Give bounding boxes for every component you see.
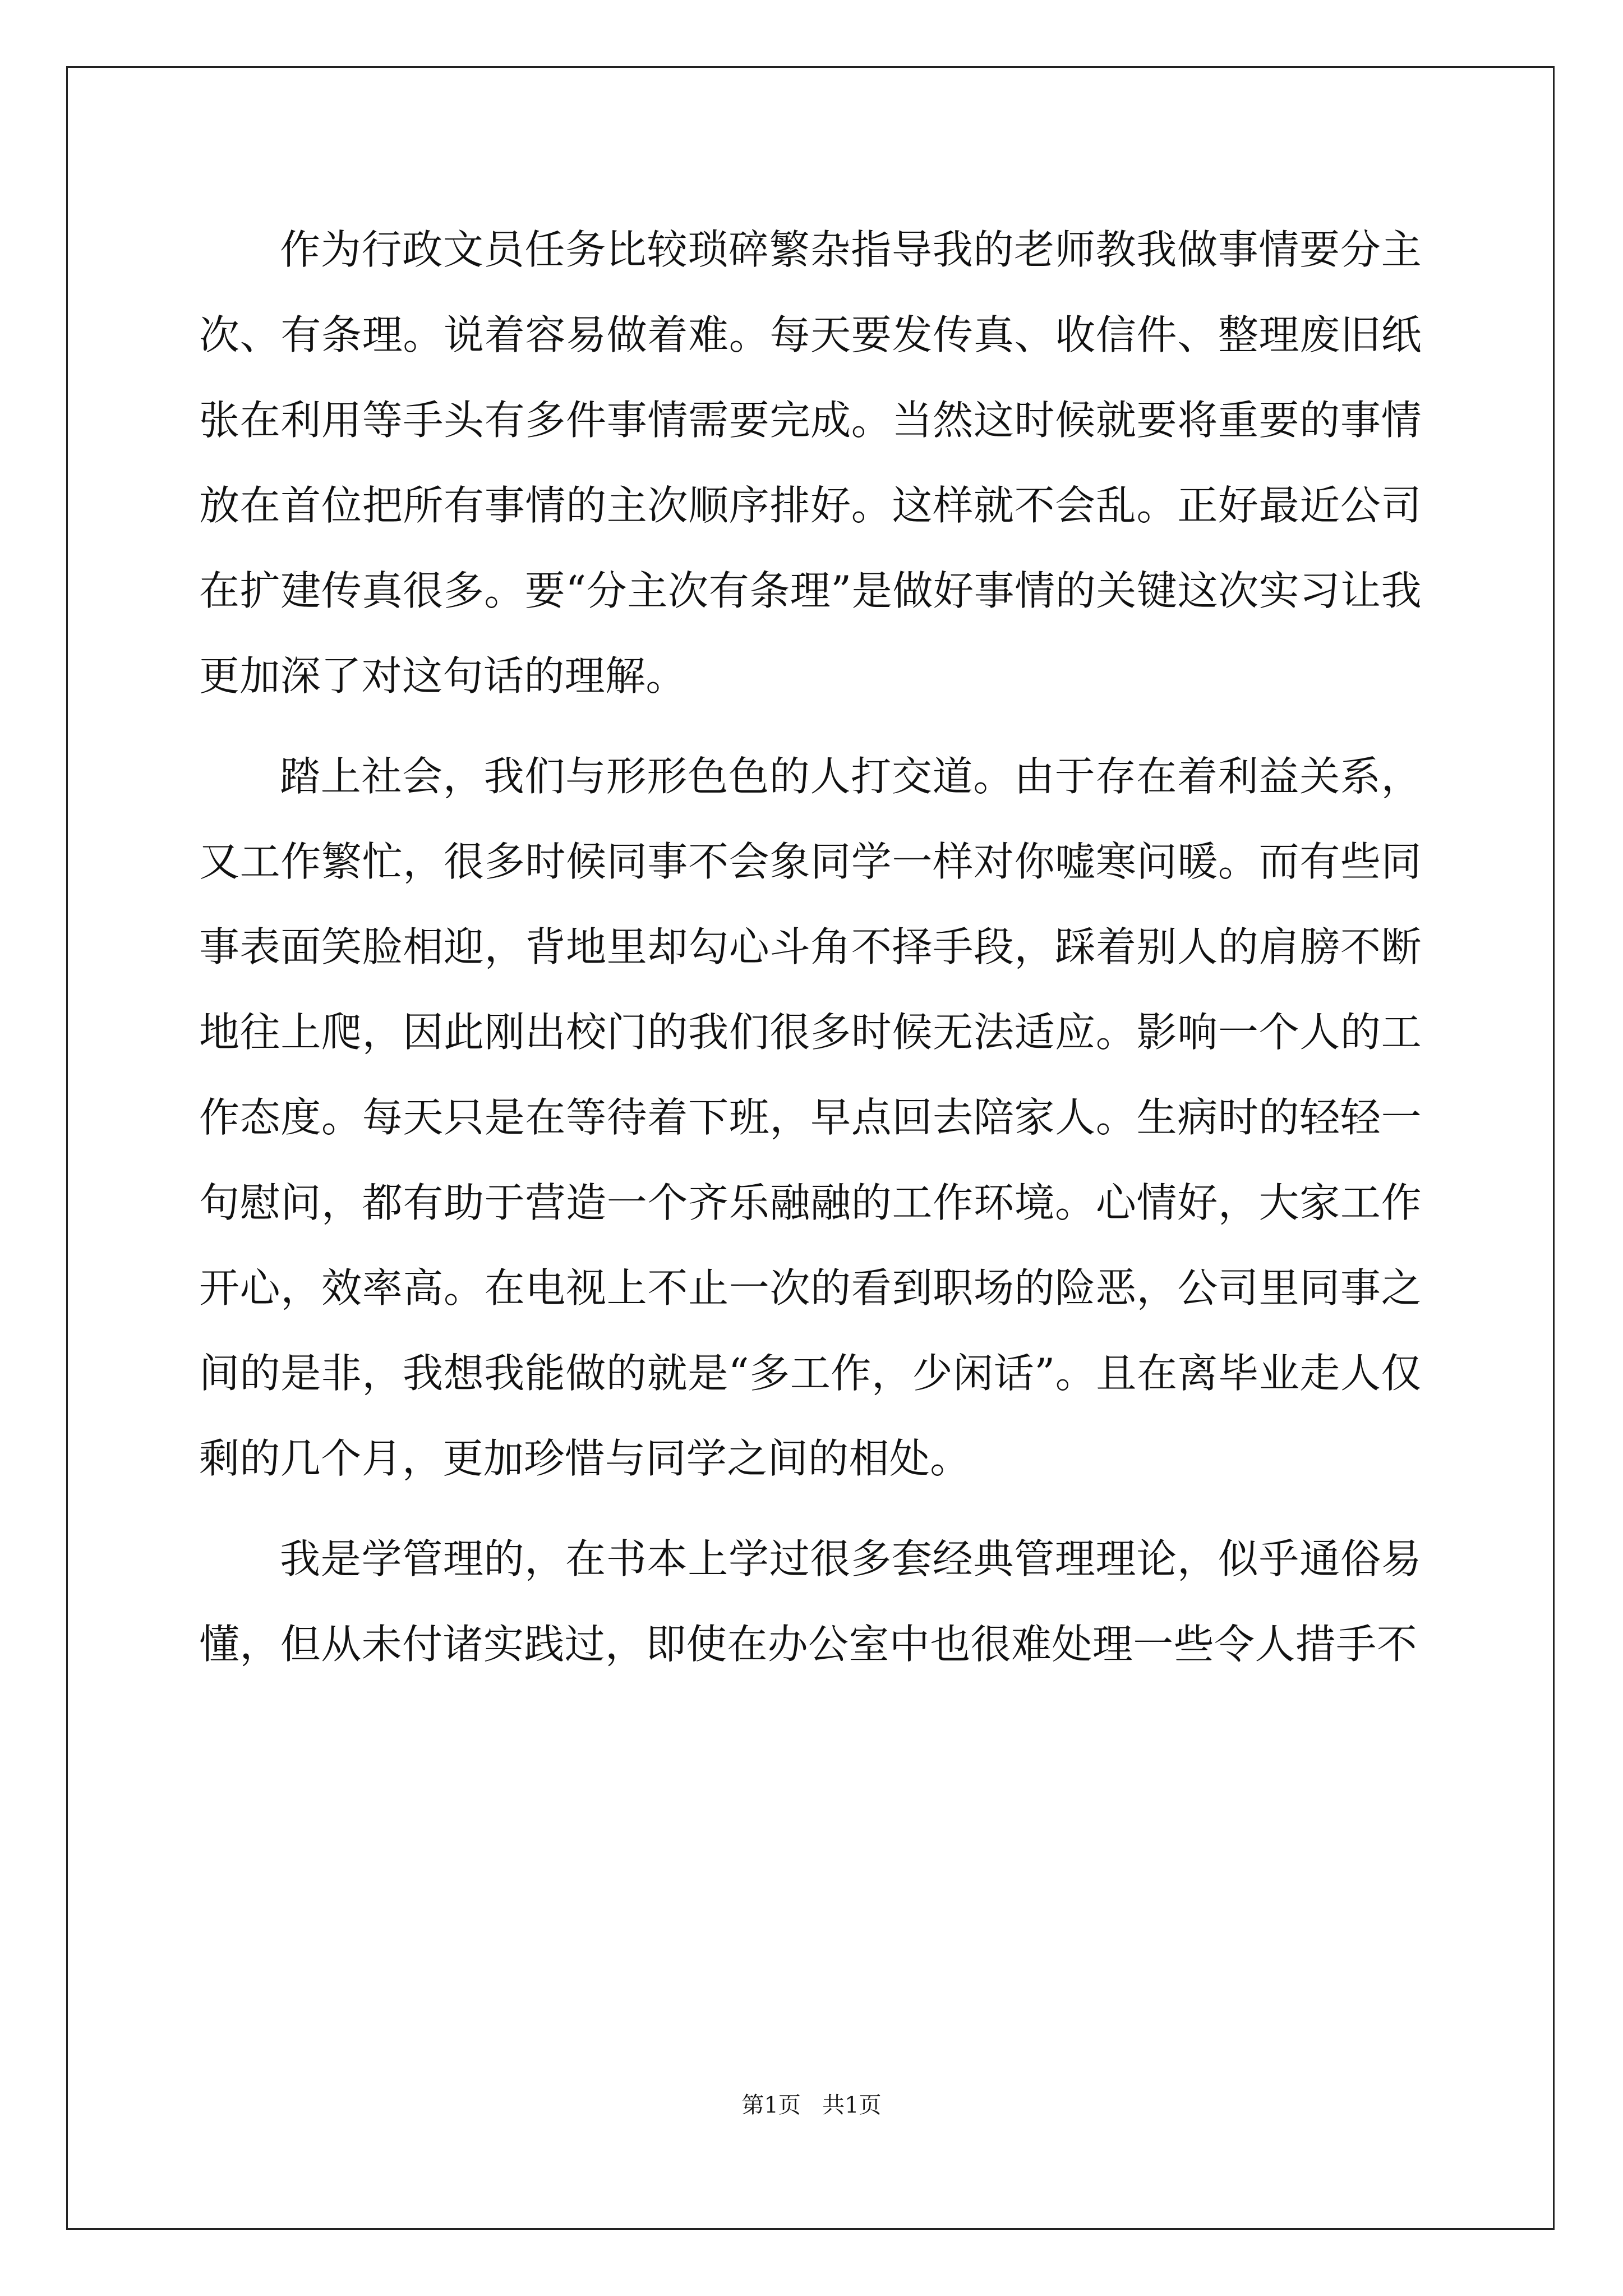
paragraph: 踏上社会，我们与形形色色的人打交道。由于存在着利益关系，又工作繁忙，很多时候同事不会象同学一样对你嘘寒问暖。而有些同事表面笑脸相迎，背地里却勾心斗角不择手段，踩着别人的肩膀不断地往上爬，因此刚出校门的我们很多时候无法适应。影响一个人的工作态度。每天只是在等待着下班，早点回去陪家人。生病时的轻轻一句慰问，都有助于营造一个齐乐融融的工作环境。心情好，大家工作开心，效率高。在电视上不止一次的看到职场的险恶，公司里同事之间的是非，我想我能做的就是“多工作，少闲话”。且在离毕业走人仅剩的几个月，更加珍惜与同学之间的相处。 (199, 753, 1422, 1482)
page-number: 第1页 (741, 2092, 801, 2118)
paragraph: 我是学管理的，在书本上学过很多套经典管理理论，似乎通俗易懂，但从未付诸实践过，即使在办公室中也很难处理一些令人措手不 (199, 1535, 1422, 1668)
page-footer (0, 2087, 1623, 2119)
paragraph: 作为行政文员任务比较琐碎繁杂指导我的老师教我做事情要分主次、有条理。说着容易做着难。每天要发传真、收信件、整理废旧纸张在利用等手头有多件事情需要完成。当然这时候就要将重要的事情放在首位把所有事情的主次顺序排好。这样就不会乱。正好最近公司在扩建传真很多。要“分主次有条理”是做好事情的关键这次实习让我更加深了对这句话的理解。 (199, 226, 1422, 700)
document-body (199, 207, 1422, 1702)
page-total: 共1页 (822, 2092, 882, 2118)
